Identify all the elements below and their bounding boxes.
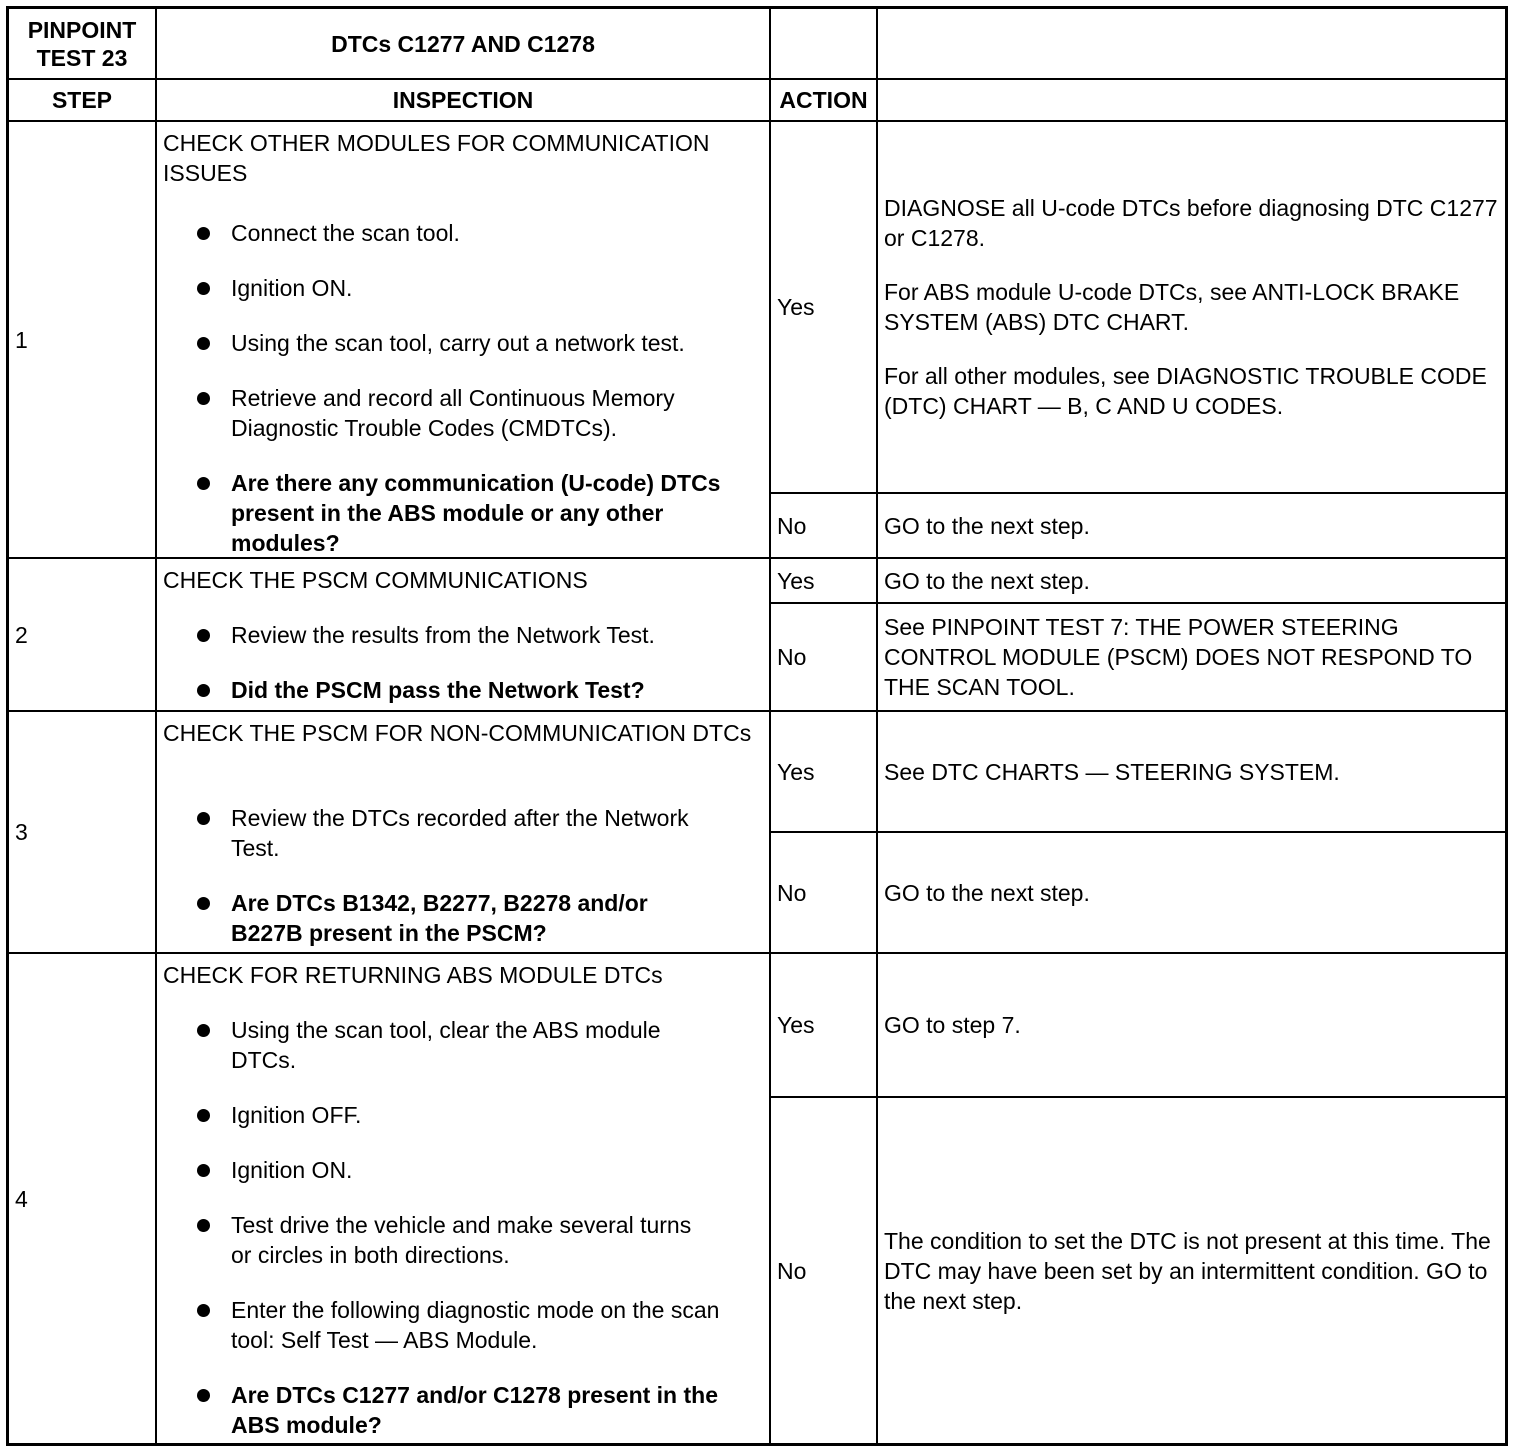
inspection-bullet: Ignition ON. [231, 275, 353, 301]
bullet-icon [197, 1109, 210, 1122]
action-yes-label: Yes [777, 567, 815, 594]
action-yes-label: Yes [777, 294, 815, 320]
inspection-bullet: Ignition OFF. [231, 1102, 362, 1128]
bullet-icon [197, 684, 210, 697]
inspection-heading: CHECK FOR RETURNING ABS MODULE DTCs [163, 962, 663, 988]
action-yes-label: Yes [777, 1012, 815, 1038]
step-number: 1 [15, 326, 28, 353]
step-number: 3 [15, 819, 28, 845]
bullet-icon [197, 392, 210, 405]
inspection-question: Are there any communication (U-code) DTCs present in the ABS module or any other modules? [231, 470, 721, 556]
step-number: 2 [15, 621, 28, 648]
action-yes-label: Yes [777, 758, 815, 785]
bullet-icon [197, 477, 210, 490]
inspection-bullet: Using the scan tool, clear the ABS module DTCs. [231, 1017, 661, 1073]
action-no-result: The condition to set the DTC is not present at this time. The DTC may have been set by an intermittent condition. GO to the next step. [884, 1227, 1491, 1314]
table-border-right [1505, 6, 1508, 1446]
bullet-icon [197, 227, 210, 240]
inspection-question: Are DTCs B1342, B2277, B2278 and/or B227B present in the PSCM? [231, 890, 648, 946]
inspection-bullet: Review the DTCs recorded after the Network Test. [231, 805, 689, 861]
bullet-icon [197, 1024, 210, 1037]
action-no-label: No [777, 512, 807, 539]
action-yes-result: GO to step 7. [884, 1012, 1021, 1038]
inspection-bullet: Using the scan tool, carry out a network test. [231, 330, 685, 356]
bullet-icon [197, 1164, 210, 1177]
bullet-icon [197, 1304, 210, 1317]
inspection-bullet: Connect the scan tool. [231, 220, 460, 246]
step-number: 4 [15, 1185, 28, 1212]
result-line: For ABS module U-code DTCs, see ANTI-LOCK BRAKE SYSTEM (ABS) DTC CHART. [884, 279, 1460, 335]
action-yes-result: See DTC CHARTS — STEERING SYSTEM. [884, 758, 1340, 785]
inspection-bullet: Ignition ON. [231, 1157, 353, 1183]
col-header-action: ACTION [779, 87, 868, 113]
inspection-bullet: Enter the following diagnostic mode on the scan tool: Self Test — ABS Module. [231, 1297, 720, 1353]
action-no-result: GO to the next step. [884, 512, 1090, 539]
bullet-icon [197, 282, 210, 295]
inspection-bullet: Test drive the vehicle and make several turns or circles in both directions. [231, 1212, 692, 1268]
action-no-label: No [777, 1257, 807, 1284]
pinpoint-label: PINPOINT TEST 23 [27, 16, 137, 71]
action-yes-result [878, 122, 1505, 492]
inspection-heading: CHECK THE PSCM FOR NON-COMMUNICATION DTCs [163, 720, 752, 746]
inspection-bullet: Review the results from the Network Test. [231, 622, 655, 648]
action-no-result: See PINPOINT TEST 7: THE POWER STEERING CONTROL MODULE (PSCM) DOES NOT RESPOND TO THE SCAN TOOL. [884, 614, 1473, 700]
col-header-step: STEP [51, 87, 113, 113]
bullet-icon [197, 1389, 210, 1402]
inspection-heading: CHECK THE PSCM COMMUNICATIONS [163, 567, 588, 593]
bullet-icon [197, 1219, 210, 1232]
bullet-icon [197, 812, 210, 825]
col-header-inspection: INSPECTION [392, 87, 534, 113]
bullet-icon [197, 337, 210, 350]
inspection-cell [157, 712, 769, 952]
page-title: DTCs C1277 AND C1278 [331, 30, 595, 57]
inspection-question: Are DTCs C1277 and/or C1278 present in the ABS module? [231, 1382, 718, 1438]
result-line: For all other modules, see DIAGNOSTIC TROUBLE CODE (DTC) CHART — B, C AND U CODES. [884, 363, 1487, 419]
table-border-bottom [6, 1443, 1508, 1446]
inspection-cell [157, 559, 769, 710]
action-no-label: No [777, 879, 807, 906]
bullet-icon [197, 897, 210, 910]
action-no-label: No [777, 644, 807, 670]
bullet-icon [197, 629, 210, 642]
result-line: DIAGNOSE all U-code DTCs before diagnosing DTC C1277 or C1278. [884, 195, 1498, 251]
pinpoint-test-table [6, 6, 1508, 1446]
inspection-bullet: Retrieve and record all Continuous Memory Diagnostic Trouble Codes (CMDTCs). [231, 385, 675, 441]
inspection-cell [157, 122, 769, 557]
inspection-question: Did the PSCM pass the Network Test? [231, 677, 645, 703]
action-no-result: GO to the next step. [884, 879, 1090, 906]
inspection-heading: CHECK OTHER MODULES FOR COMMUNICATION ISSUES [163, 130, 710, 186]
action-yes-result: GO to the next step. [884, 567, 1090, 594]
inspection-cell [157, 954, 769, 1443]
